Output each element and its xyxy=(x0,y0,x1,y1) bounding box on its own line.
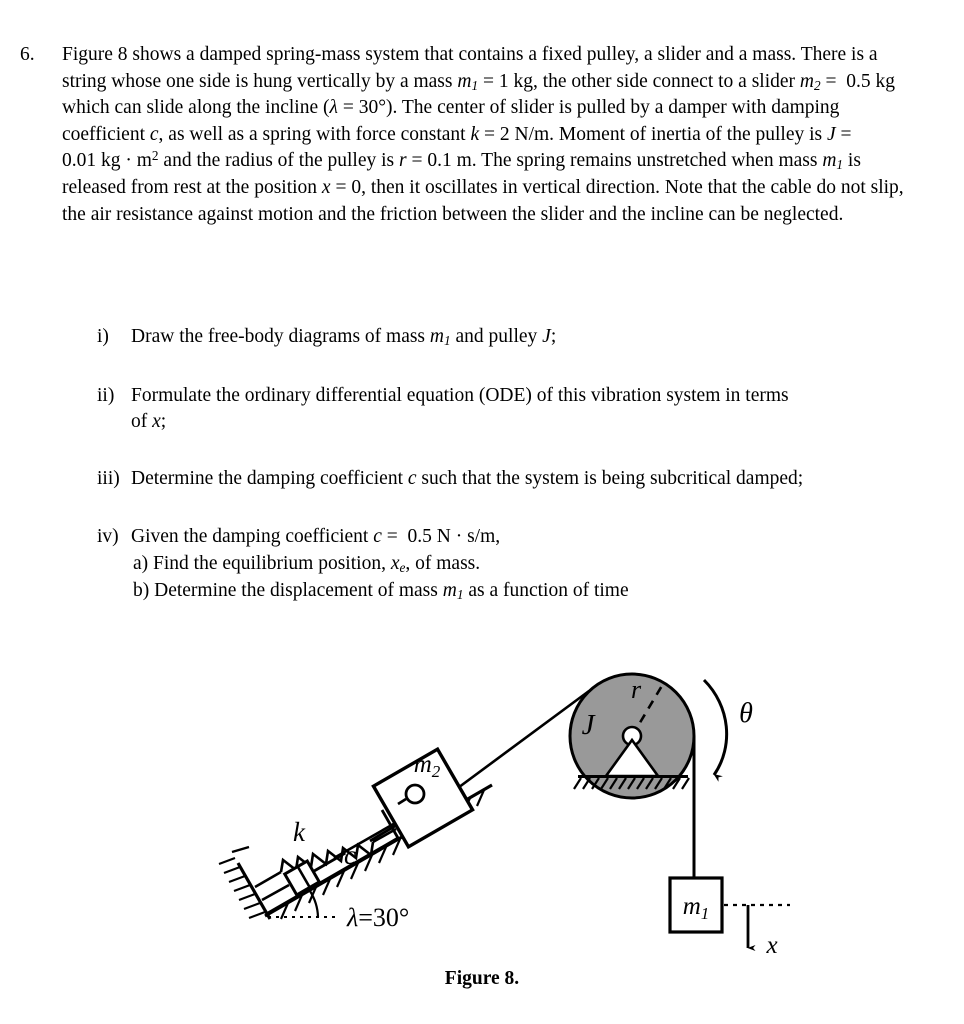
subitem-ii-label: ii) xyxy=(97,384,115,406)
subitem-i-text: Draw the free-body diagrams of mass $m_1$ and pulley J; xyxy=(131,326,557,348)
hanging-mass-group xyxy=(670,878,790,959)
subitem-iii-text: Determine the damping coefficient c such that the system is being subcritical damped; xyxy=(131,467,804,489)
incline-wall-top-tick xyxy=(232,847,249,852)
subitem-ii-text-line2: of x; xyxy=(131,411,167,433)
question-number: 6. xyxy=(20,44,35,65)
question-row xyxy=(0,42,964,228)
hanging-mass-label: $m_1$ xyxy=(682,893,710,923)
question-paragraph-text: Figure 8 shows a damped spring-mass system that contains a fixed pulley, a slider and a mass. There is a string whose one side is hung vertically by a mass $m_1 = 1$ kg, the other side connect to a slider $m_2 = 0.5$ kg which can slide along the incline (λ = 30°). The center of slider is pulled by a damper with damping coefficient c, as well as a spring with force constant k = 2 N/m. Moment of inertia of the pulley is J = 0.01 kg · $m^2$ and the radius of the pulley is r = 0.1 m. The spring remains unstretched when mass $m_1$ is released from rest at the position x = 0, then it oscillates in vertical direction. Note that the cable do not slip, the air resistance against motion and the friction between the slider and the incline can be neglected. xyxy=(62,44,904,225)
slider-mass-label: $m_2$ xyxy=(413,751,441,781)
spring-lead-left xyxy=(255,872,281,887)
figure-caption: Figure 8. xyxy=(444,968,520,989)
incline-angle-arc xyxy=(310,891,318,917)
spring-label: k xyxy=(293,817,305,847)
subitem-ii-text: Formulate the ordinary differential equation (ODE) of this vibration system in terms of x; xyxy=(131,383,927,436)
subitem-list xyxy=(97,324,927,626)
subitem-ii xyxy=(97,383,927,436)
slider-linkage-frame xyxy=(268,793,400,913)
question-paragraph xyxy=(62,42,907,228)
subitem-iii xyxy=(97,466,927,493)
subitem-i-label: i) xyxy=(97,326,109,347)
subitem-iv-a: a) Find the equilibrium position, $x_e$, of mass. xyxy=(133,552,481,575)
subitem-iv-label: iv) xyxy=(97,526,119,548)
pulley-radius-label: r xyxy=(630,675,642,704)
incline-system-group xyxy=(219,749,492,932)
figure-diagram xyxy=(0,636,964,966)
string-incline-segment xyxy=(447,691,589,796)
linkage-box-top xyxy=(372,810,382,816)
incline-wall xyxy=(238,863,270,919)
damper-lead-left xyxy=(262,885,289,900)
theta-label: θ xyxy=(739,698,753,729)
incline-angle-label: λ=30° xyxy=(347,903,410,932)
subitem-iv-text: Given the damping coefficient c = 0.5 N · s/m, a) Find the equilibrium position, $x_e$, of mass. b) Determine the displacement of mass $m_1$ as a function of time xyxy=(131,524,927,604)
subitem-iv xyxy=(97,524,927,604)
theta-arrow-path xyxy=(704,680,727,775)
question-block xyxy=(0,42,964,228)
damper-label: c xyxy=(344,840,356,870)
pulley-inertia-label: J xyxy=(581,709,595,741)
subitem-iv-b: b) Determine the displacement of mass $m_1$ as a function of time xyxy=(133,579,629,602)
subitem-i xyxy=(97,324,927,351)
slider-pin xyxy=(406,785,424,803)
displacement-label: x xyxy=(766,932,778,959)
figure-svg xyxy=(0,636,964,966)
subitem-iii-label: iii) xyxy=(97,467,120,489)
